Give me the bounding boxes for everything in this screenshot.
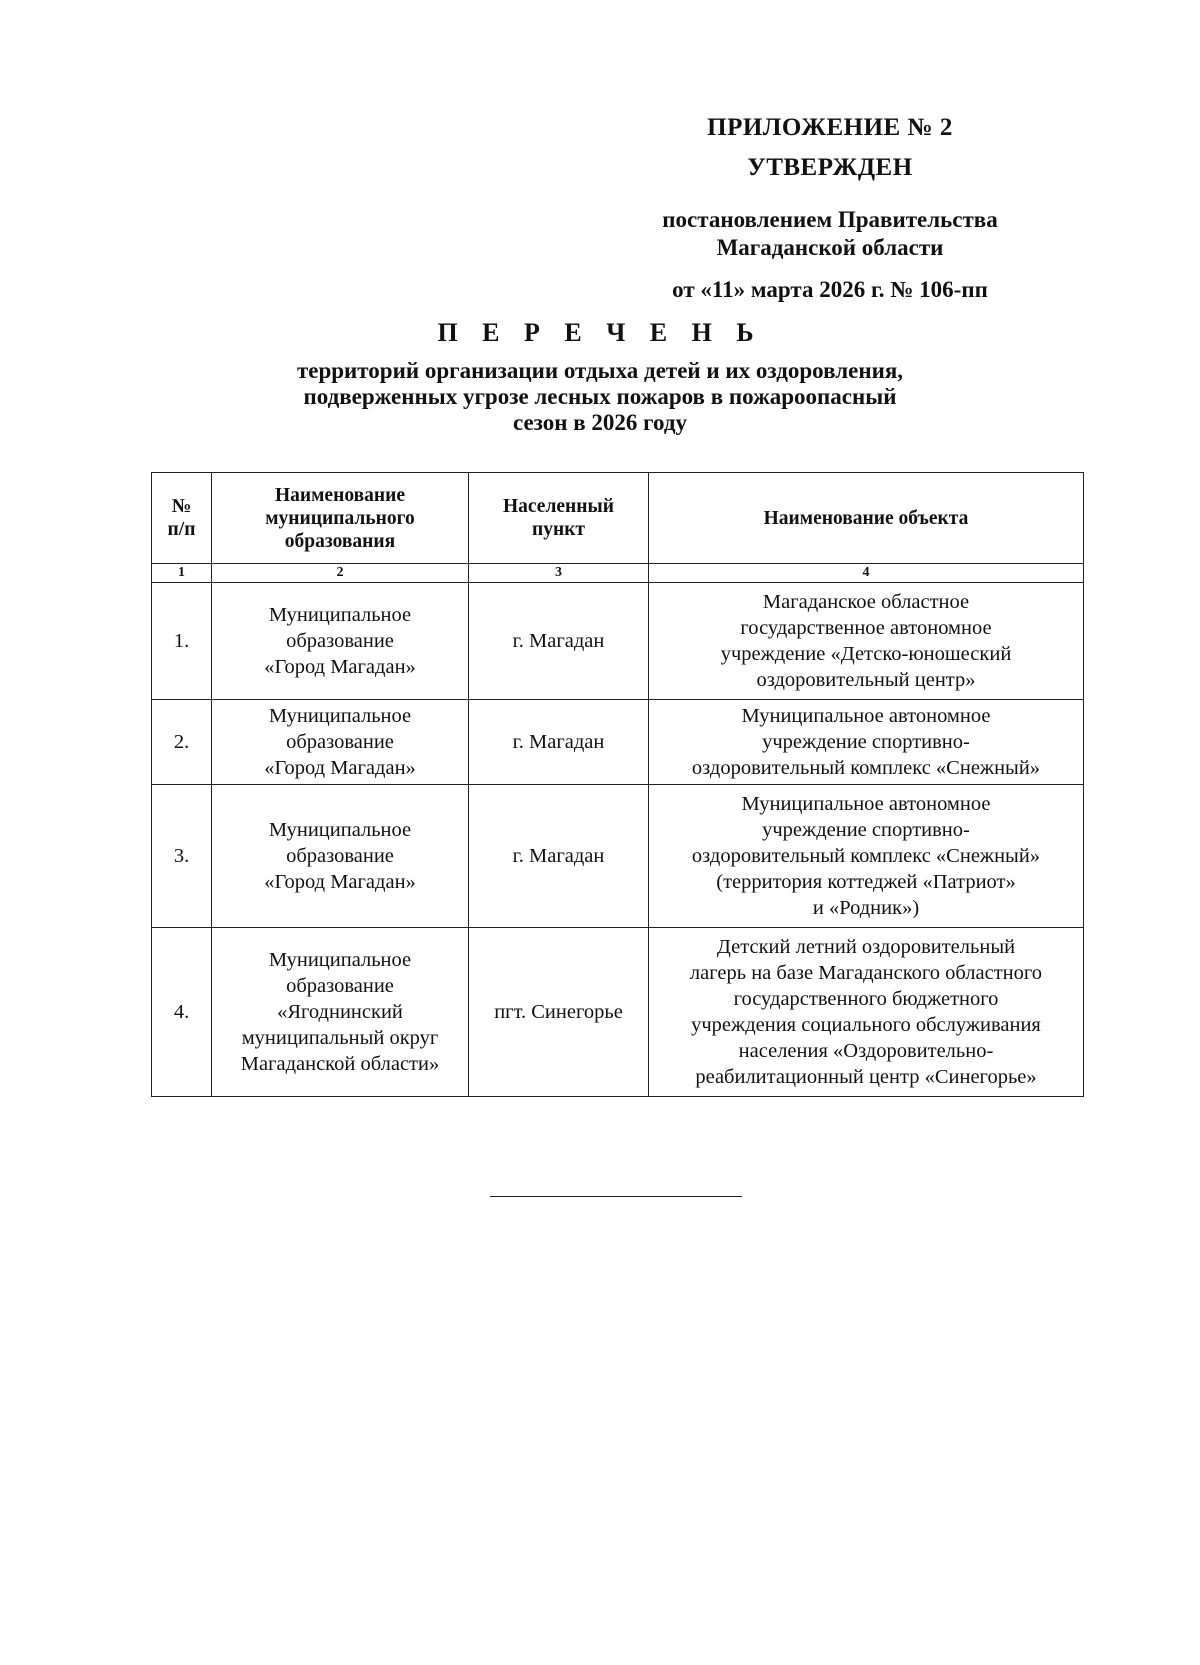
- column-number: 4: [649, 564, 1084, 583]
- object-cell: Детский летний оздоровительный лагерь на базе Магаданского областного государственного бюджетного учреждения социального обслуживания населения «Оздоровительно- реабилитационный центр «Синегорье»: [649, 928, 1084, 1097]
- document-title: П Е Р Е Ч Е Н Ь: [437, 318, 763, 347]
- settlement-cell: г. Магадан: [469, 700, 649, 785]
- document-subtitle: [150, 358, 1050, 436]
- approved-label: УТВЕРЖДЕН: [747, 154, 913, 181]
- subtitle-line-3: сезон в 2026 году: [512, 410, 688, 435]
- table-row: [152, 928, 1084, 1097]
- closing-divider: [490, 1196, 742, 1197]
- table-header-row: [152, 473, 1084, 564]
- settlement-cell: г. Магадан: [469, 785, 649, 928]
- settlement-cell: пгт. Синегорье: [469, 928, 649, 1097]
- municipality-cell: Муниципальное образование «Город Магадан»: [212, 700, 469, 785]
- approved-by-line-2: Магаданской области: [716, 235, 944, 260]
- header-municipality: Наименование муниципального образования: [212, 473, 469, 564]
- municipality-cell: Муниципальное образование «Город Магадан»: [212, 785, 469, 928]
- row-number: 1.: [152, 583, 212, 700]
- object-cell: Муниципальное автономное учреждение спортивно- оздоровительный комплекс «Снежный»: [649, 700, 1084, 785]
- row-number: 4.: [152, 928, 212, 1097]
- header-number: № п/п: [152, 473, 212, 564]
- appendix-label: ПРИЛОЖЕНИЕ № 2: [707, 114, 953, 141]
- approval-block: [600, 112, 1060, 304]
- table-row: [152, 583, 1084, 700]
- approval-date: от «11» марта 2026 г. № 106-пп: [672, 277, 988, 302]
- subtitle-line-1: территорий организации отдыха детей и их оздоровления,: [296, 358, 904, 383]
- column-number: 2: [212, 564, 469, 583]
- row-number: 3.: [152, 785, 212, 928]
- row-number: 2.: [152, 700, 212, 785]
- municipality-cell: Муниципальное образование «Город Магадан»: [212, 583, 469, 700]
- column-number: 1: [152, 564, 212, 583]
- subtitle-line-2: подверженных угрозе лесных пожаров в пожароопасный: [303, 384, 897, 409]
- table-row: [152, 700, 1084, 785]
- municipality-cell: Муниципальное образование «Ягоднинский муниципальный округ Магаданской области»: [212, 928, 469, 1097]
- object-cell: Муниципальное автономное учреждение спортивно- оздоровительный комплекс «Снежный» (территория коттеджей «Патриот» и «Родник»): [649, 785, 1084, 928]
- approved-by-line-1: постановлением Правительства: [662, 207, 998, 232]
- object-cell: Магаданское областное государственное автономное учреждение «Детско-юношеский оздоровительный центр»: [649, 583, 1084, 700]
- column-number: 3: [469, 564, 649, 583]
- settlement-cell: г. Магадан: [469, 583, 649, 700]
- column-number-row: [152, 564, 1084, 583]
- territory-table: [151, 472, 1084, 1097]
- header-settlement: Населенный пункт: [469, 473, 649, 564]
- header-object: Наименование объекта: [649, 473, 1084, 564]
- table-row: [152, 785, 1084, 928]
